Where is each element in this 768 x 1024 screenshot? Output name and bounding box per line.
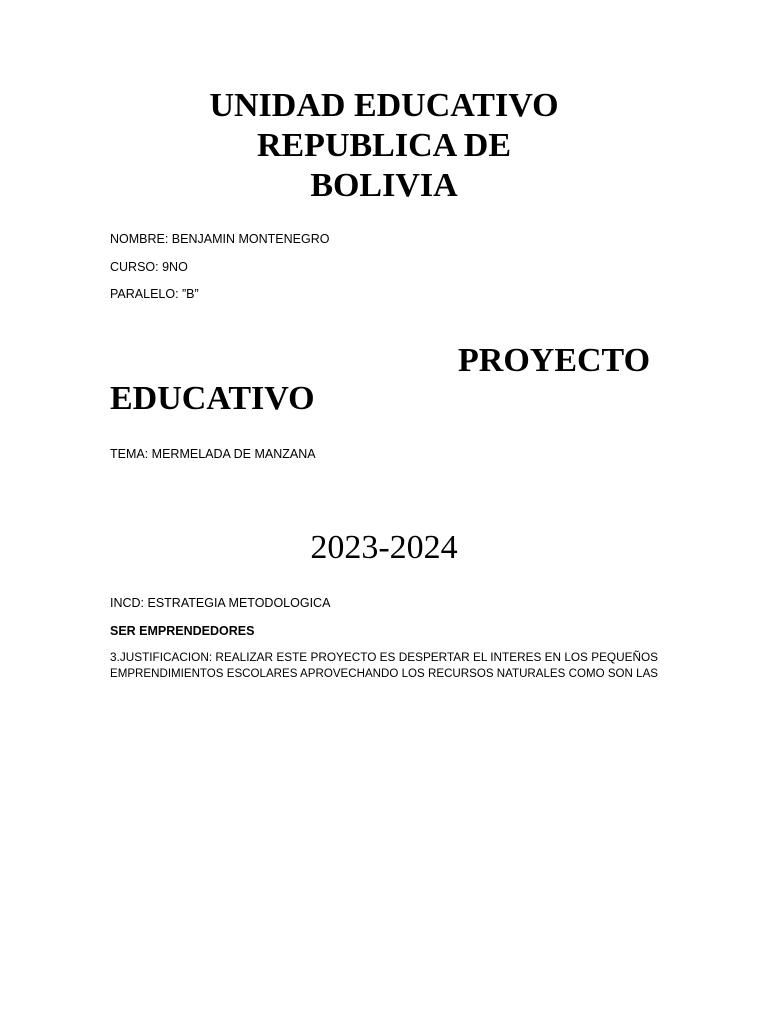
student-course: CURSO: 9NO <box>110 260 188 274</box>
incd-line: INCD: ESTRATEGIA METODOLOGICA <box>110 596 331 610</box>
justification-line-1: 3.JUSTIFICACION: REALIZAR ESTE PROYECTO ES DESPERTAR EL INTERES EN LOS PEQUEÑOS <box>110 651 658 664</box>
project-heading-word-1: PROYECTO <box>458 342 651 379</box>
school-years: 2023-2024 <box>310 529 458 566</box>
ser-emprendedores: SER EMPRENDEDORES <box>110 624 255 638</box>
justification-line-2: EMPRENDIMIENTOS ESCOLARES APROVECHANDO LOS RECURSOS NATURALES COMO SON LAS <box>110 668 658 680</box>
project-topic: TEMA: MERMELADA DE MANZANA <box>110 447 316 461</box>
project-heading-word-2: EDUCATIVO <box>110 380 315 417</box>
title-line-1: UNIDAD EDUCATIVO <box>209 87 559 124</box>
title-line-2: REPUBLICA DE <box>256 127 512 164</box>
title-line-3: BOLIVIA <box>310 167 458 204</box>
student-name: NOMBRE: BENJAMIN MONTENEGRO <box>110 232 330 246</box>
document-title <box>110 86 658 206</box>
student-parallel: PARALELO: ”B” <box>110 287 199 301</box>
justification-paragraph <box>110 650 658 682</box>
